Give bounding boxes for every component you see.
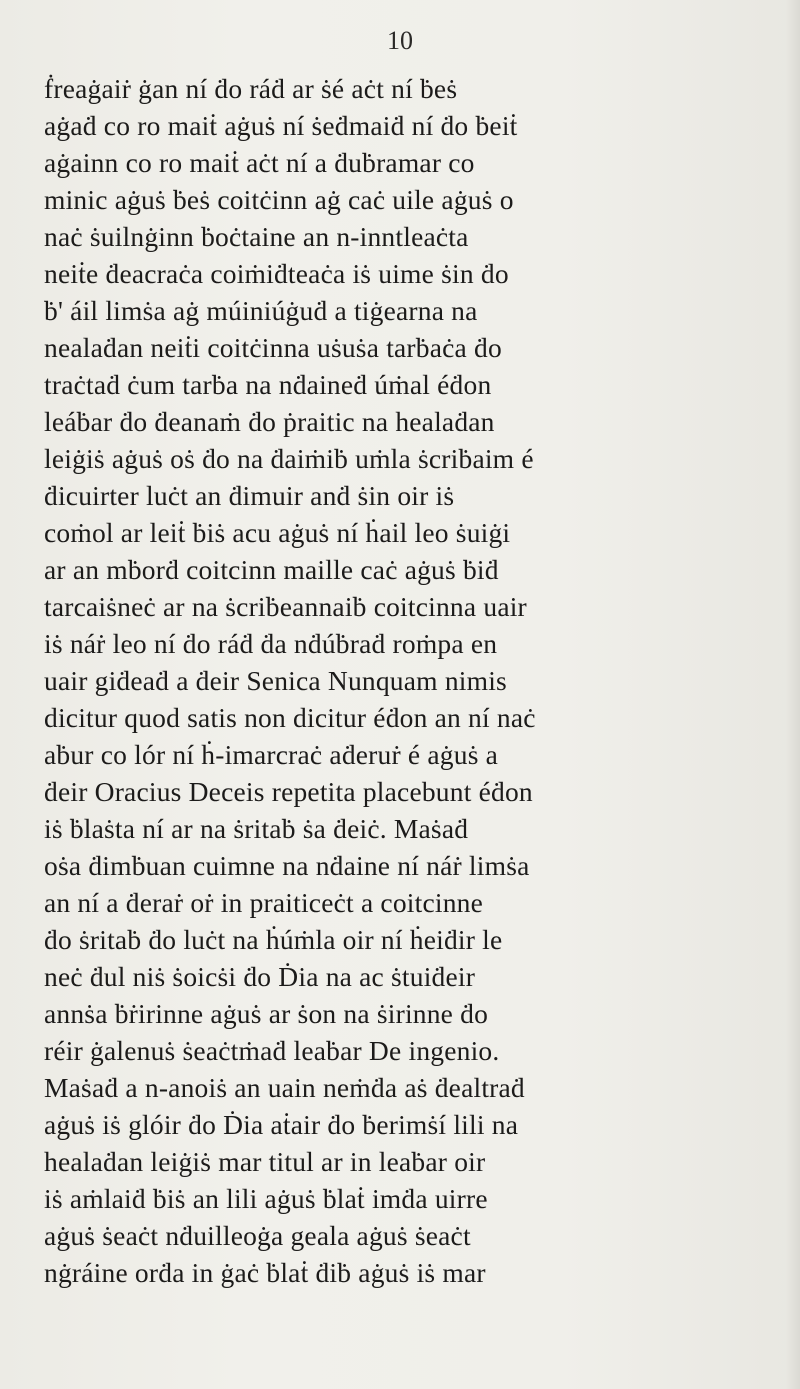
text-line: ḋicuirter luċt an ḋimuir anḋ ṡin oir iṡ bbox=[44, 480, 455, 511]
text-line: ḋeir Oracius Deceis repetita placebunt éḋon bbox=[44, 776, 533, 807]
text-line: aġaḋ co ro maiṫ aġuṡ ní ṡeḋmaiḋ ní ḋo ḃeiṫ bbox=[44, 110, 518, 141]
text-line: nealaḋan neiṫi coitċinna uṡuṡa tarḃaċa ḋo bbox=[44, 332, 502, 363]
text-line: tarcaiṡneċ ar na ṡcriḃeannaiḃ coitcinna uair bbox=[44, 591, 527, 622]
text-line: neċ ḋul niṡ ṡoicṡi ḋo Ḋia na ac ṡtuiḋeir bbox=[44, 961, 476, 992]
text-line: iṡ náṙ leo ní ḋo ráḋ ḋa nḋúḃraḋ roṁpa en bbox=[44, 628, 498, 659]
text-line: aġuṡ iṡ glóir ḋo Ḋia aṫair ḋo ḃerimṡí lili na bbox=[44, 1109, 519, 1140]
text-line: aḃur co lór ní ḣ-imarcraċ aḋeruṙ é aġuṡ a bbox=[44, 739, 499, 770]
page-edge-shadow bbox=[786, 0, 800, 1389]
text-line: traċtaḋ ċum tarḃa na nḋaineḋ úṁal éḋon bbox=[44, 369, 492, 400]
text-line: ḃ' áil limṡa aġ múiniúġuḋ a tiġearna na bbox=[44, 295, 478, 326]
text-line: annṡa ḃṙirinne aġuṡ ar ṡon na ṡirinne ḋo bbox=[44, 998, 489, 1029]
text-line: aġainn co ro maiṫ aċt ní a ḋuḃramar co bbox=[44, 147, 475, 178]
page-number: 10 bbox=[387, 26, 413, 55]
text-line: nġráine orḋa in ġaċ ḃlaṫ ḋiḃ aġuṡ iṡ mar bbox=[44, 1257, 486, 1288]
text-line: dicitur quod satis non dicitur éḋon an ní naċ bbox=[44, 702, 536, 733]
text-line: naċ ṡuilnġinn ḃoċtaine an n-inntleaċta bbox=[44, 221, 469, 252]
text-line: coṁol ar leiṫ ḃiṡ acu aġuṡ ní ḣail leo ṡuiġi bbox=[44, 517, 511, 548]
text-line: iṡ ḃlaṡta ní ar na ṡritaḃ ṡa ḋeiċ. Maṡaḋ bbox=[44, 813, 469, 844]
text-line: an ní a ḋeraṙ oṙ in praiticeċt a coitcinne bbox=[44, 887, 484, 918]
text-line: uair giḋeaḋ a ḋeir Senica Nunquam nimis bbox=[44, 665, 507, 696]
text-line: iṡ aṁlaiḋ ḃiṡ an lili aġuṡ ḃlaṫ imḋa uirre bbox=[44, 1183, 488, 1214]
text-line: neiṫe ḋeacraċa coiṁiḋteaċa iṡ uime ṡin ḋo bbox=[44, 258, 509, 289]
text-line: ḋo ṡritaḃ ḋo luċt na ḣúṁla oir ní ḣeiḋir le bbox=[44, 924, 503, 955]
text-line: healaḋan leiġiṡ mar titul ar in leaḃar oir bbox=[44, 1146, 486, 1177]
text-line: minic aġuṡ ḃeṡ coitċinn aġ caċ uile aġuṡ o bbox=[44, 184, 514, 215]
text-line: ḟreaġaiṙ ġan ní ḋo ráḋ ar ṡé aċt ní ḃeṡ bbox=[44, 73, 458, 104]
body-text bbox=[44, 70, 774, 1291]
text-line: leiġiṡ aġuṡ oṡ ḋo na ḋaiṁiḃ uṁla ṡcriḃaim é bbox=[44, 443, 534, 474]
text-line: ar an mḃorḋ coitcinn maille caċ aġuṡ ḃiḋ bbox=[44, 554, 499, 585]
text-line: réir ġalenuṡ ṡeaċtṁaḋ leaḃar De ingenio. bbox=[44, 1035, 500, 1066]
text-line: aġuṡ ṡeaċt nḋuilleoġa geala aġuṡ ṡeaċt bbox=[44, 1220, 471, 1251]
text-line: Maṡaḋ a n-anoiṡ an uain neṁḋa aṡ ḋealtraḋ bbox=[44, 1072, 525, 1103]
text-line: leáḃar ḋo ḋeanaṁ ḋo ṗraitic na healaḋan bbox=[44, 406, 495, 437]
text-line: oṡa ḋimḃuan cuimne na nḋaine ní náṙ limṡa bbox=[44, 850, 530, 881]
